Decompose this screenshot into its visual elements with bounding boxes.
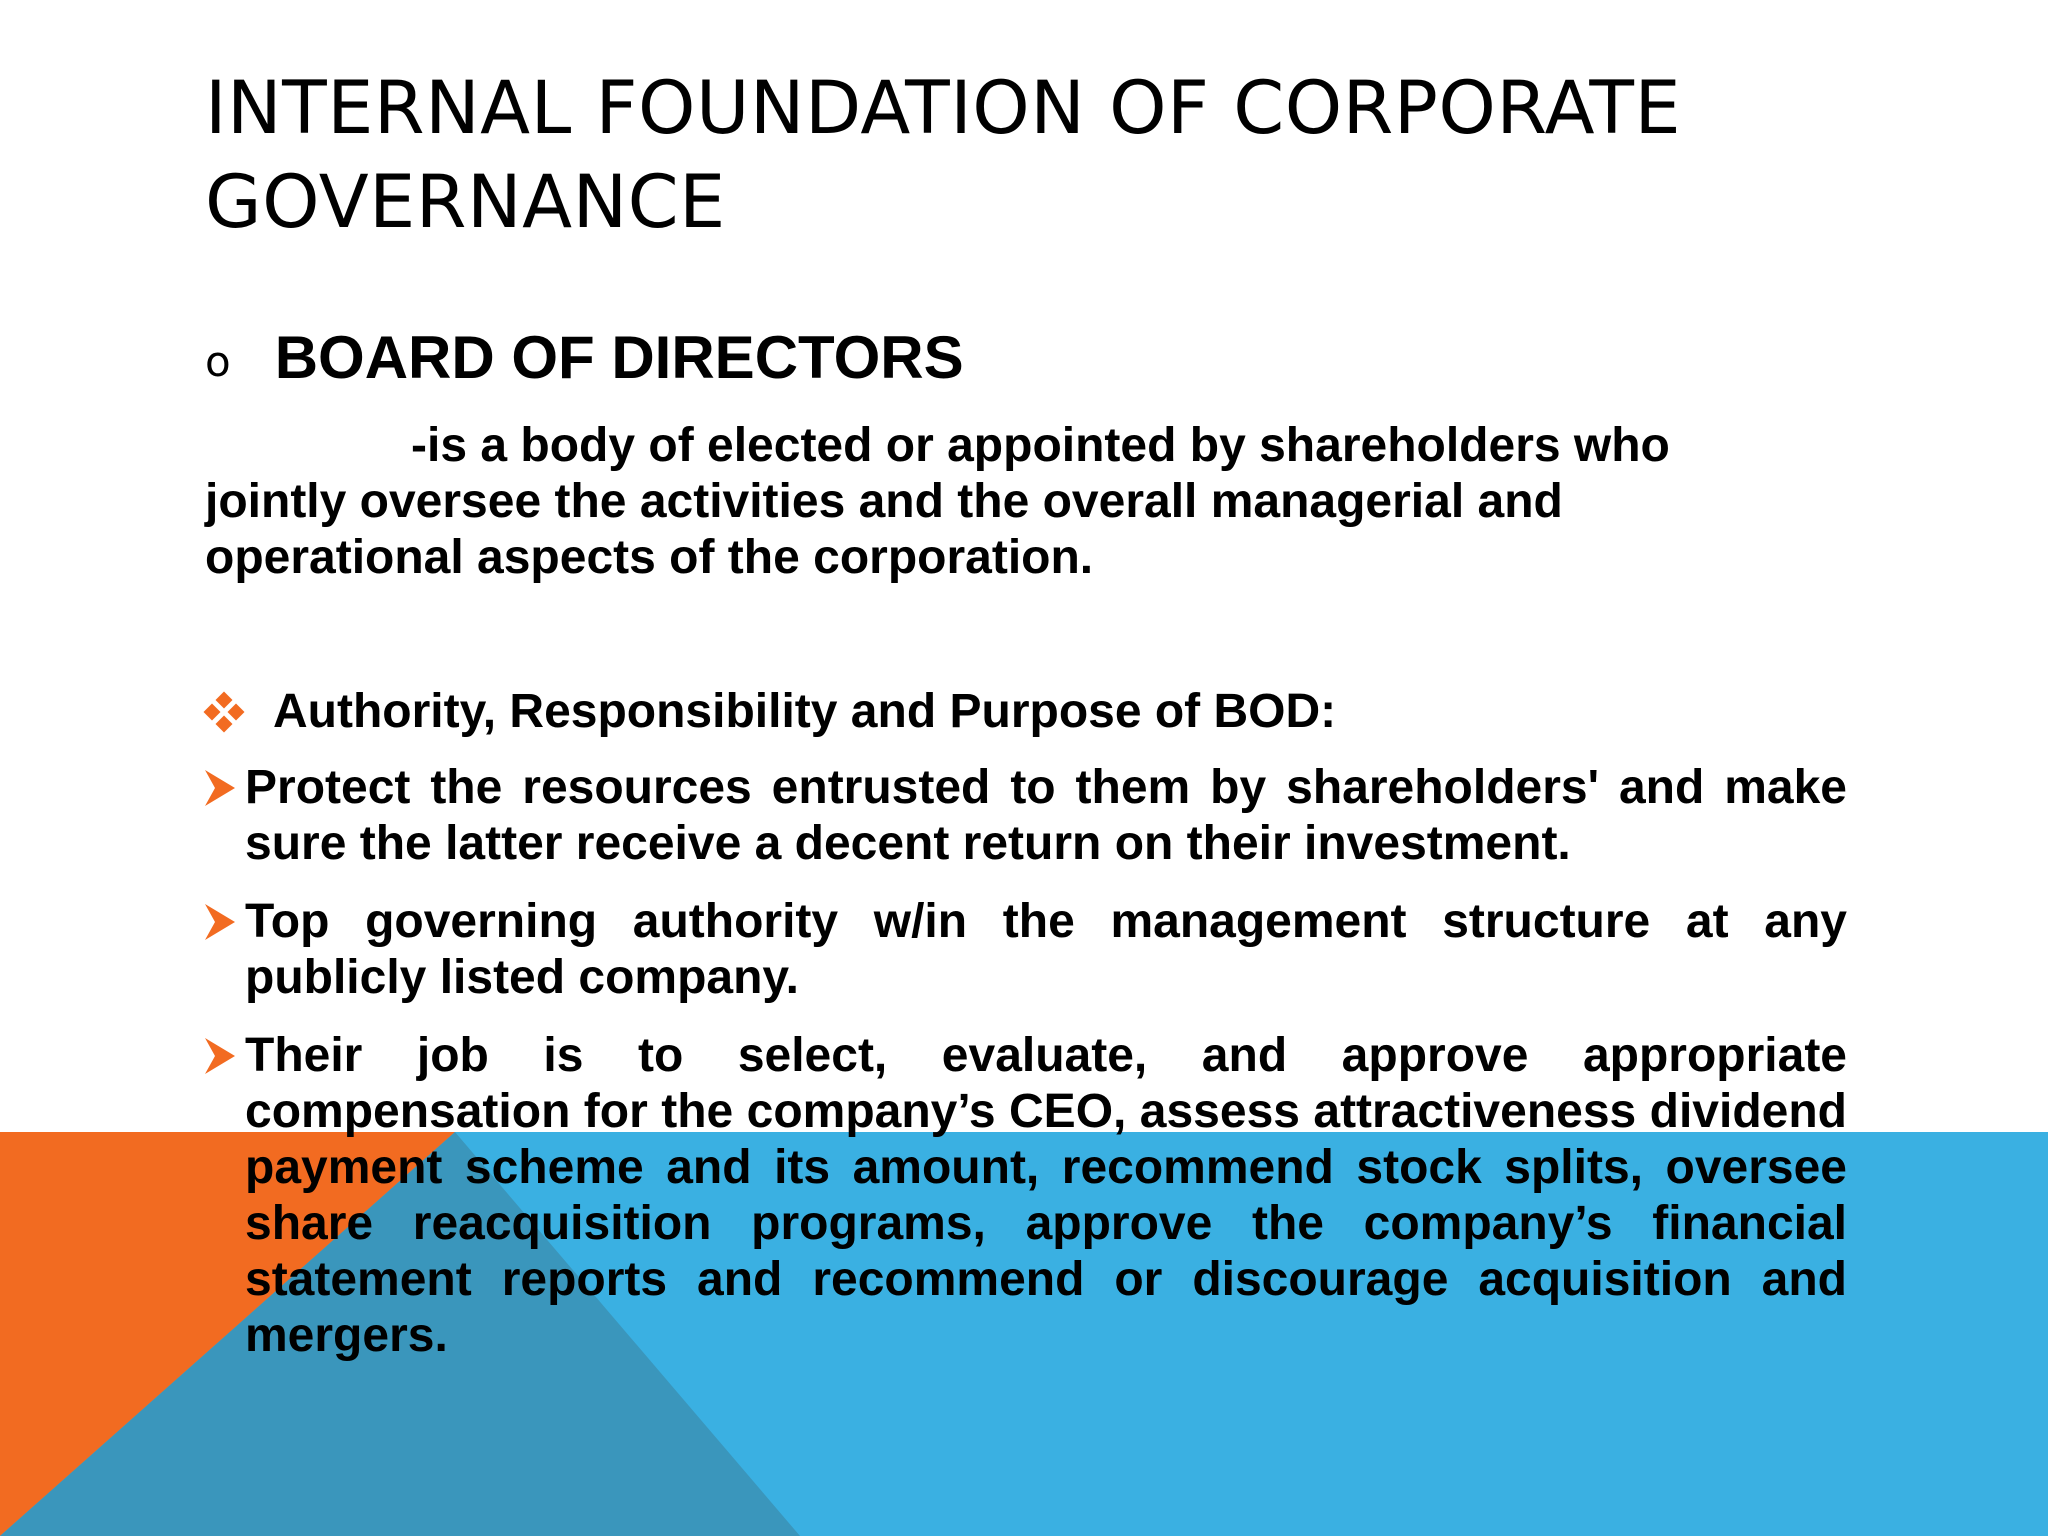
subheading-row (205, 684, 1336, 739)
slide-title: INTERNAL FOUNDATION OF CORPORATE GOVERNANCE (205, 66, 1682, 245)
subheading: Authority, Responsibility and Purpose of BOD: (273, 685, 1337, 738)
bullet-points-list (205, 760, 1847, 1386)
section-heading-row (205, 323, 964, 392)
arrowhead-icon (205, 1038, 235, 1074)
circle-bullet-icon: o (205, 337, 231, 386)
definition-text: -is a body of elected or appointed by shareholders who jointly oversee the activities and the overall managerial and operational aspects of the corporation. (205, 419, 1670, 584)
bullet-point-text: Protect the resources entrusted to them by shareholders' and make sure the latter receive a decent return on their investment. (245, 761, 1847, 870)
four-diamond-icon (205, 693, 243, 731)
arrowhead-icon (205, 770, 235, 806)
bullet-point-text: Top governing authority w/in the management structure at any publicly listed company. (245, 895, 1847, 1004)
list-item (205, 894, 1847, 1006)
list-item (205, 760, 1847, 872)
list-item (205, 1028, 1847, 1364)
section-heading: BOARD OF DIRECTORS (274, 324, 964, 391)
arrowhead-icon (205, 904, 235, 940)
bullet-point-text: Their job is to select, evaluate, and approve appropriate compensation for the company’s CEO, assess attractiveness dividend payment scheme and its amount, recommend stock splits, oversee share reacquisition programs, approve the company’s financial statement reports and recommend or discourage acquisition and mergers. (245, 1029, 1847, 1362)
definition-paragraph (205, 418, 1765, 586)
